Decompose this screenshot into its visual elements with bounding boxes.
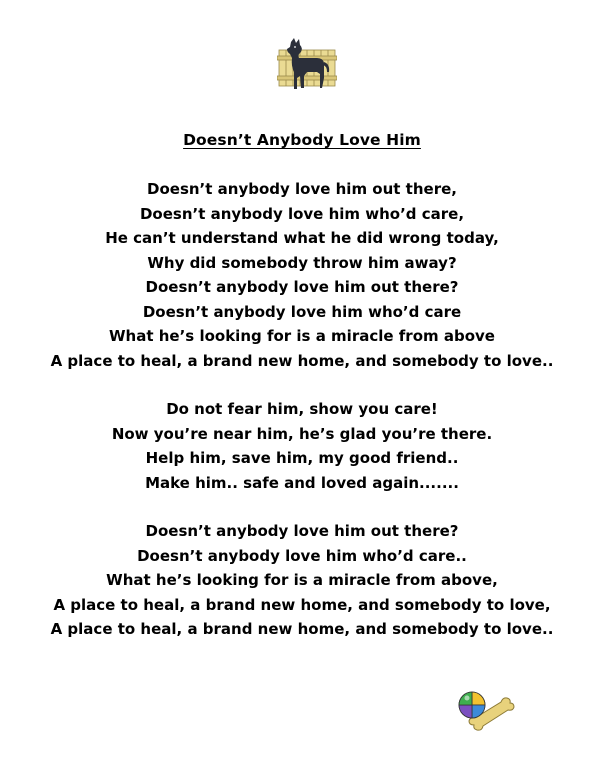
poem-line: A place to heal, a brand new home, and somebody to love.. (50, 351, 554, 370)
poem-line: What he’s looking for is a miracle from above (109, 327, 495, 345)
poem-line: Do not fear him, show you care! (166, 400, 438, 418)
poem-line: Doesn’t anybody love him out there? (145, 522, 459, 540)
poem-line: Why did somebody throw him away? (147, 253, 457, 272)
poem-line: A place to heal, a brand new home, and somebody to love, (53, 595, 551, 614)
poem-line: Doesn’t anybody love him out there, (147, 180, 457, 198)
poem-line: Make him.. safe and loved again....... (145, 473, 459, 492)
poem-line: Doesn’t anybody love him who’d care (142, 302, 462, 321)
poem-title: Doesn’t Anybody Love Him (183, 131, 421, 149)
poem-line: A place to heal, a brand new home, and somebody to love.. (50, 620, 554, 638)
poem-line: Doesn’t anybody love him who’d care, (139, 204, 465, 223)
poem-line: Doesn’t anybody love him out there? (145, 278, 459, 296)
poem-line: He can’t understand what he did wrong today, (105, 229, 499, 247)
poem-line: Doesn’t anybody love him who’d care.. (137, 546, 467, 565)
stanza-2 (0, 397, 604, 495)
stanza-3 (0, 519, 604, 642)
stanza-1 (0, 177, 604, 373)
poem-line: Help him, save him, my good friend.. (145, 449, 459, 467)
poem-line: Now you’re near him, he’s glad you’re there. (111, 424, 493, 443)
ball-and-bone-icon (455, 688, 515, 732)
poem-line: What he’s looking for is a miracle from above, (106, 571, 498, 589)
poem-body (0, 177, 604, 642)
dog-fence-icon (277, 38, 337, 92)
